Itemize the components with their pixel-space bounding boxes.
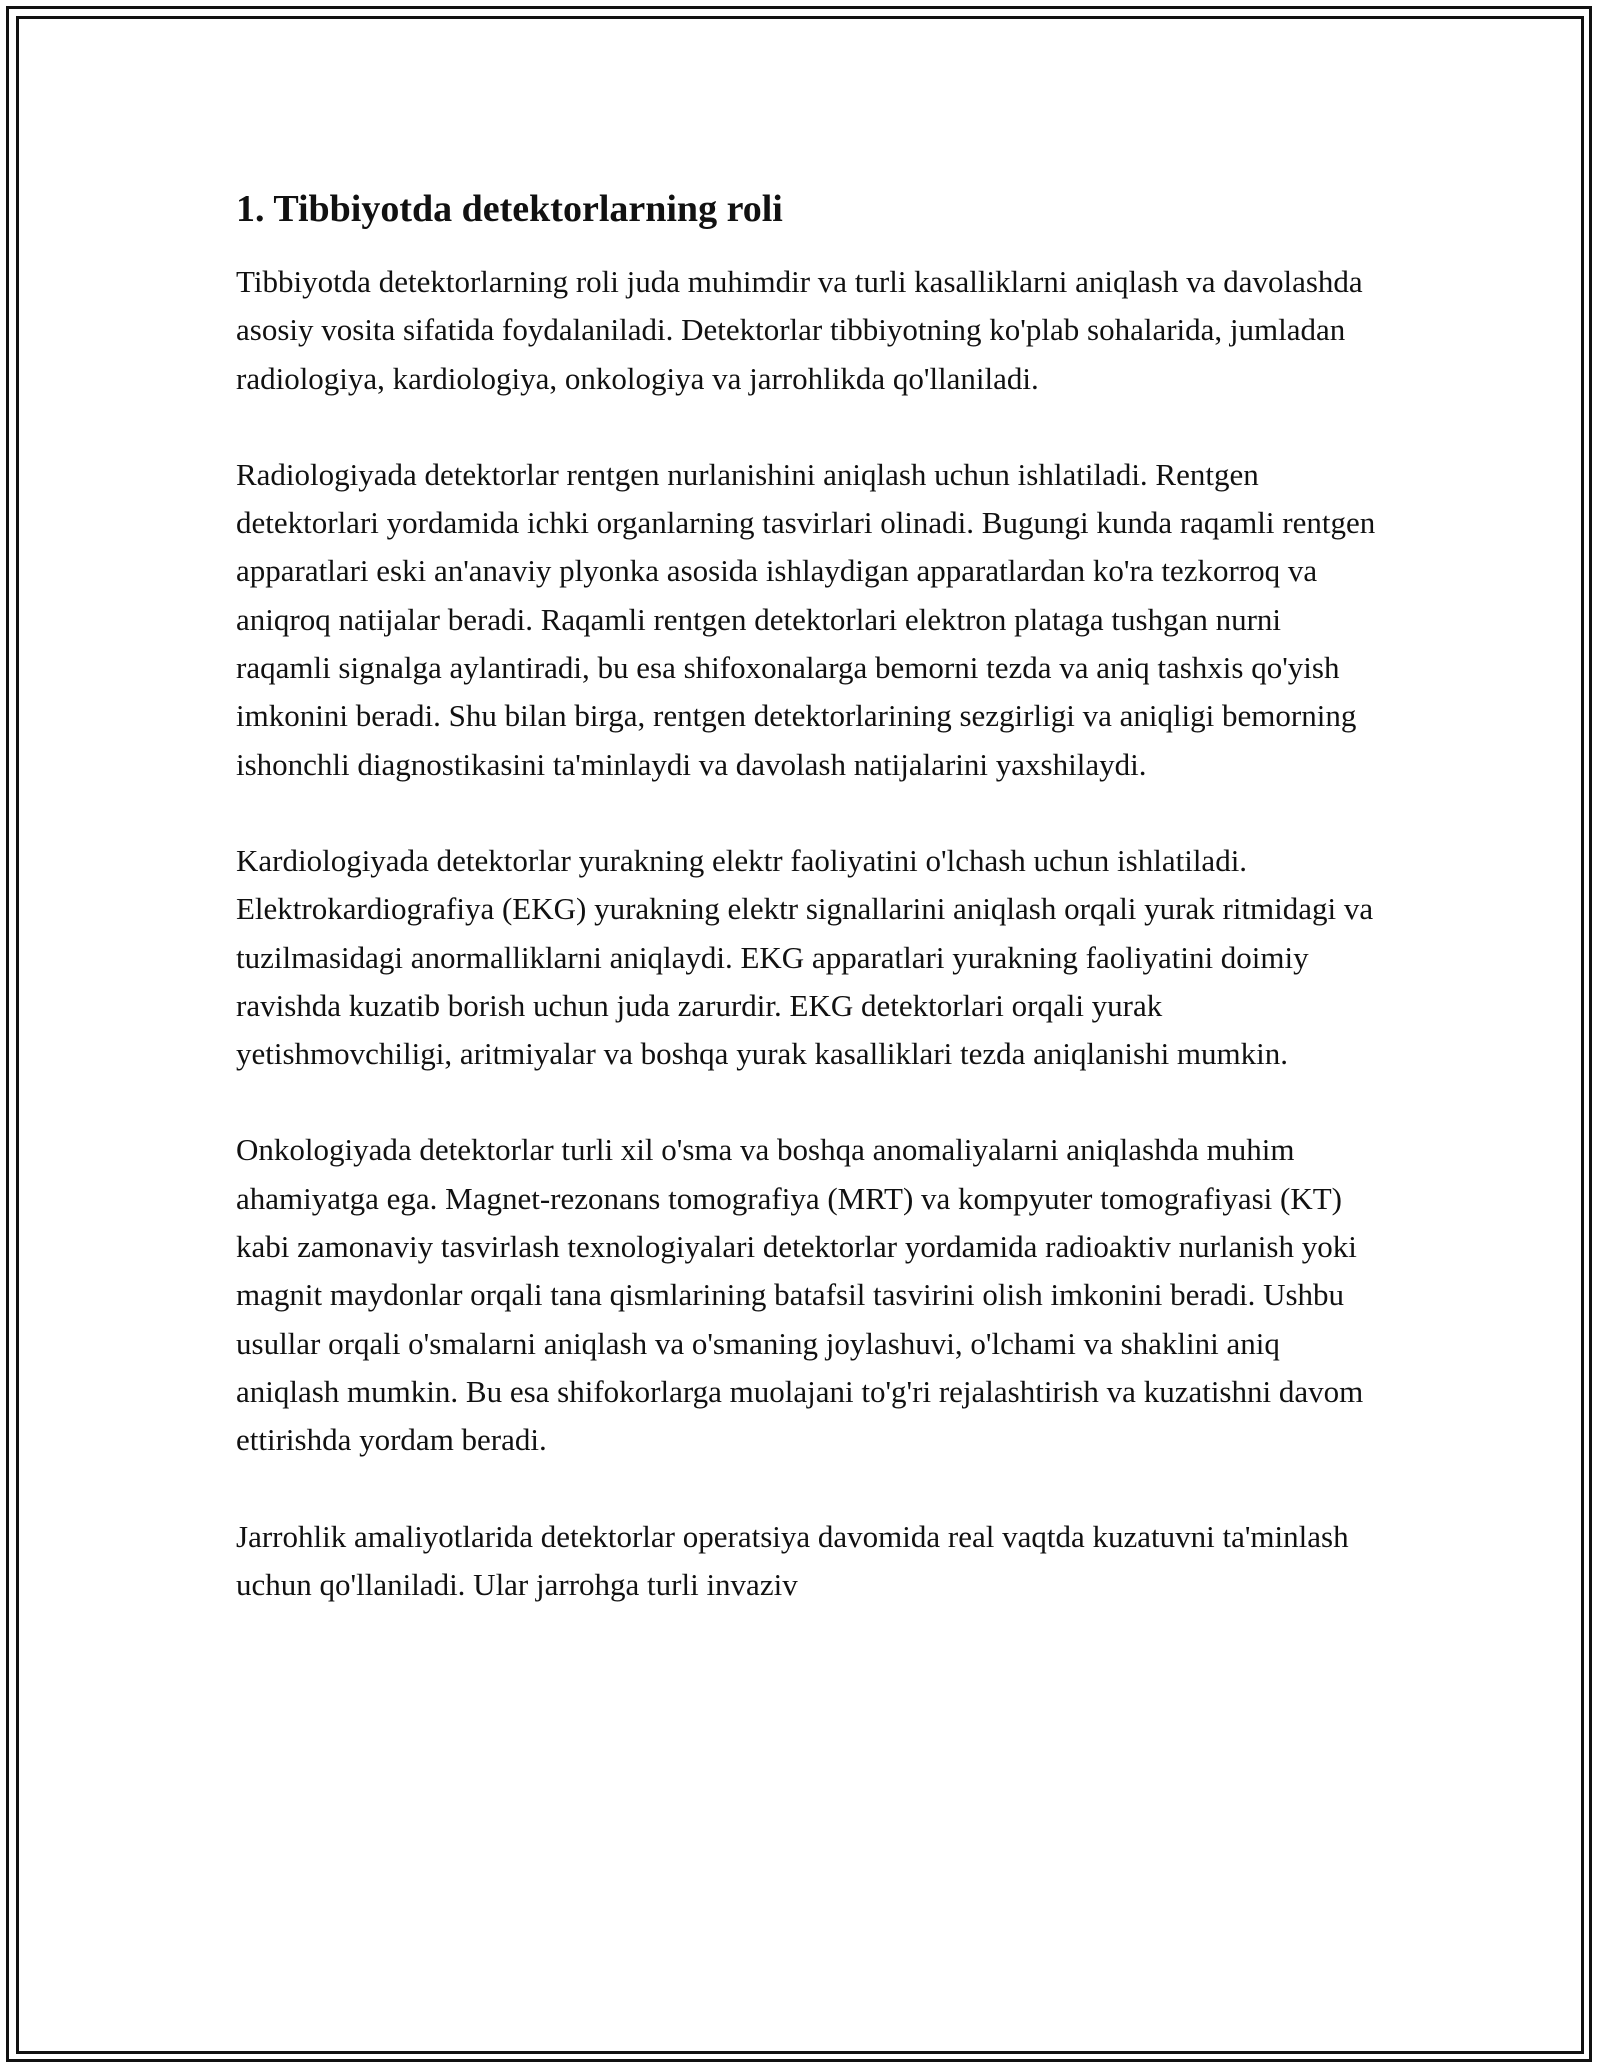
paragraph-surgery: Jarrohlik amaliyotlarida detektorlar operatsiya davomida real vaqtda kuzatuvni ta'minlash uchun qo'llaniladi. Ular jarrohga turli invaziv (236, 1518, 1349, 1602)
paragraph-radiology: Radiologiyada detektorlar rentgen nurlanishini aniqlash uchun ishlatiladi. Rentgen detektorlari yordamida ichki organlarning tasvirlari olinadi. Bugungi kunda raqamli rentgen apparatlari eski an'anaviy plyonka asosida ishlaydigan apparatlardan ko'ra tezkorroq va aniqroq natijalar beradi. Raqamli rentgen detektorlari elektron plataga tushgan nurni raqamli signalga aylantiradi, bu esa shifoxonalarga bemorni tezda va aniq tashxis qo'yish imkonini beradi. Shu bilan birga, rentgen detektorlarining sezgirligi va aniqligi bemorning ishonchli diagnostikasini ta'minlaydi va davolash natijalarini yaxshilaydi. (236, 456, 1376, 782)
paragraph-cardiology: Kardiologiyada detektorlar yurakning elektr faoliyatini o'lchash uchun ishlatiladi. Elektrokardiografiya (EKG) yurakning elektr signallarini aniqlash orqali yurak ritmidagi va tuzilmasidagi anormalliklarni aniqlaydi. EKG apparatlari yurakning faoliyatini doimiy ravishda kuzatib borish uchun juda zarurdir. EKG detektorlari orqali yurak yetishmovchiligi, aritmiyalar va boshqa yurak kasalliklari tezda aniqlanishi mumkin. (236, 842, 1374, 1072)
paragraph-intro: Tibbiyotda detektorlarning roli juda muhimdir va turli kasalliklarni aniqlash va davolashda asosiy vosita sifatida foydalaniladi. Detektorlar tibbiyotning ko'plab sohalarida, jumladan radiologiya, kardiologiya, onkologiya va jarrohlikda qo'llaniladi. (236, 264, 1363, 396)
section-heading: 1. Tibbiyotda detektorlarning roli (236, 188, 783, 230)
document-body (236, 184, 1376, 1657)
paragraph-oncology: Onkologiyada detektorlar turli xil o'sma va boshqa anomaliyalarni aniqlashda muhim ahamiyatga ega. Magnet-rezonans tomografiya (MRT) va kompyuter tomografiyasi (KT) kabi zamonaviy tasvirlash texnologiyalari detektorlar yordamida radioaktiv nurlanish yoki magnit maydonlar orqali tana qismlarining batafsil tasvirini olish imkonini beradi. Ushbu usullar orqali o'smalarni aniqlash va o'smaning joylashuvi, o'lchami va shaklini aniq aniqlash mumkin. Bu esa shifokorlarga muolajani to'g'ri rejalashtirish va kuzatishni davom ettirishda yordam beradi. (236, 1132, 1364, 1458)
